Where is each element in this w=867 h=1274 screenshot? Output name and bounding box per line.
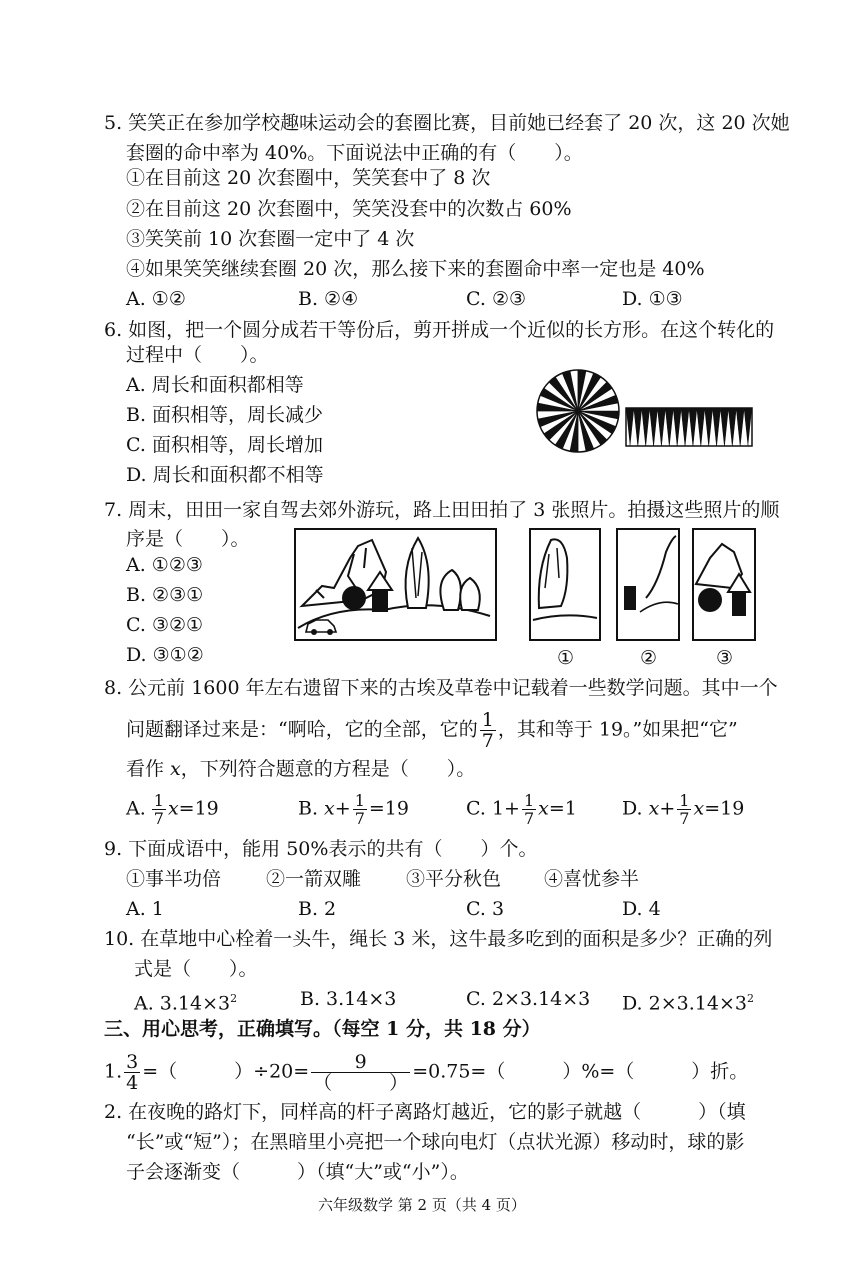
q5-statement-4: ④如果笑笑继续套圈 20 次，那么接下来的套圈命中率一定也是 40% xyxy=(126,258,705,280)
section-3-heading: 三、用心思考，正确填写。（每空 1 分，共 18 分） xyxy=(104,1018,541,1040)
q8-line3-text-b: ，下列符合题意的方程是（ ）。 xyxy=(180,758,476,780)
denominator: 7 xyxy=(481,730,494,752)
denominator: 7 xyxy=(153,809,164,828)
photo-2-label: ② xyxy=(640,647,658,669)
denominator: 7 xyxy=(679,809,690,828)
denominator: 7 xyxy=(354,809,365,828)
variable-x: x xyxy=(538,797,549,820)
q8-line2-text-a: 问题翻译过来是：“啊哈，它的全部，它的 xyxy=(126,718,478,741)
q9-idiom-1: ①事半功倍 xyxy=(126,868,222,890)
q5-statement-2: ②在目前这 20 次套圈中，笑笑没套中的次数占 60% xyxy=(126,198,572,220)
q6-option-c: C. 面积相等，周长增加 xyxy=(126,434,323,456)
equation-rhs: =19 xyxy=(368,797,409,820)
q8-option-a xyxy=(126,792,219,827)
equation-rhs: =19 xyxy=(704,797,745,820)
q5-stem-line2: 套圈的命中率为 40%。下面说法中正确的有（ ）。 xyxy=(126,142,583,164)
q10-stem-line1: 10. 在草地中心栓着一头牛，绳长 3 米，这牛最多吃到的面积是多少？正确的列 xyxy=(104,928,773,950)
numerator: 1 xyxy=(679,791,690,810)
option-text: A. 3.14×3 xyxy=(134,992,231,1015)
q8-option-b xyxy=(298,792,409,827)
fraction-one-seventh xyxy=(152,792,166,827)
q10-option-d xyxy=(622,984,754,1018)
variable-x: x xyxy=(648,797,660,820)
q9-option-d: D. 4 xyxy=(622,898,661,920)
q5-stem-line1: 5. 笑笑正在参加学校趣味运动会的套圈比赛，目前她已经套了 20 次，这 20 次她 xyxy=(104,112,790,134)
q7-option-d: D. ③①② xyxy=(126,644,204,666)
q5-option-d: D. ①③ xyxy=(622,288,683,310)
option-text: D. 2×3.14×3 xyxy=(622,992,747,1015)
q5-option-a: A. ①② xyxy=(126,288,186,310)
q7-stem-line1: 7. 周末，田田一家自驾去郊外游玩，路上田田拍了 3 张照片。拍摄这些照片的顺 xyxy=(104,499,780,521)
q10-stem-line2: 式是（ ）。 xyxy=(134,958,258,980)
page-footer: 六年级数学 第 2 页（共 4 页） xyxy=(318,1196,526,1214)
q6-option-a: A. 周长和面积都相等 xyxy=(126,374,304,396)
q8-option-d xyxy=(622,792,744,827)
q10-option-b: B. 3.14×3 xyxy=(300,988,397,1010)
fill-q1-text-b: =0.75=（ ）%=（ ）折。 xyxy=(412,1060,749,1083)
q9-idiom-4: ④喜忧参半 xyxy=(544,868,640,890)
fill-question-2-line3: 子会逐渐变（ ）（填“大”或“小”）。 xyxy=(126,1161,469,1183)
q7-option-c: C. ③②① xyxy=(126,614,204,636)
photo-3 xyxy=(692,528,756,641)
q8-stem-line3 xyxy=(126,754,475,784)
q5-statement-1: ①在目前这 20 次套圈中，笑笑套中了 8 次 xyxy=(126,167,491,189)
circle-to-rectangle-figure xyxy=(536,364,756,460)
option-letter: B. xyxy=(298,797,325,820)
q7-option-b: B. ②③① xyxy=(126,584,204,606)
equation-rhs: =1 xyxy=(548,797,577,820)
q10-option-c: C. 2×3.14×3 xyxy=(466,988,591,1010)
fraction-one-seventh xyxy=(522,792,536,827)
q5-statement-3: ③笑笑前 10 次套圈一定中了 4 次 xyxy=(126,228,415,250)
photo-1 xyxy=(529,528,601,641)
option-letter: C. 1+ xyxy=(466,797,520,820)
q6-stem-line2: 过程中（ ）。 xyxy=(126,344,269,366)
fraction-three-quarters xyxy=(124,1052,140,1093)
q9-idiom-3: ③平分秋色 xyxy=(406,868,502,890)
q8-option-c xyxy=(466,792,577,827)
photo-3-label: ③ xyxy=(716,647,734,669)
q6-stem-line1: 6. 如图，把一个圆分成若干等份后，剪开拼成一个近似的长方形。在这个转化的 xyxy=(104,319,775,341)
q9-stem: 9. 下面成语中，能用 50%表示的共有（ ）个。 xyxy=(104,838,538,860)
plus-sign: + xyxy=(334,797,351,820)
landscape-panorama-picture xyxy=(294,528,497,641)
q6-option-b: B. 面积相等，周长减少 xyxy=(126,404,324,426)
q8-stem-line2 xyxy=(126,710,738,751)
plus-sign: + xyxy=(659,797,676,820)
numerator: 9 xyxy=(311,1052,410,1073)
q8-line3-text-a: 看作 xyxy=(126,758,171,780)
variable-x: x xyxy=(693,797,705,820)
fraction-one-seventh xyxy=(677,792,691,827)
exponent: 2 xyxy=(746,992,754,1005)
numerator: 1 xyxy=(153,791,164,810)
fill-q1-text-a: =（ ）÷20= xyxy=(142,1060,310,1083)
fill-question-2-line1: 2. 在夜晚的路灯下，同样高的杆子离路灯越近，它的影子就越（ ）（填 xyxy=(104,1101,746,1123)
variable-x: x xyxy=(170,758,181,780)
exponent: 2 xyxy=(230,992,238,1005)
option-letter: A. xyxy=(126,797,146,820)
variable-x: x xyxy=(167,797,179,820)
q9-idiom-2: ②一箭双雕 xyxy=(266,868,362,890)
q5-option-b: B. ②④ xyxy=(298,288,359,310)
numerator: 1 xyxy=(523,791,535,810)
variable-x: x xyxy=(324,797,335,820)
fill-question-2-line2: “长”或“短”）；在黑暗里小亮把一个球向电灯（点状光源）移动时，球的影 xyxy=(126,1131,745,1153)
denominator-blank: （ ） xyxy=(313,1072,409,1094)
numerator: 1 xyxy=(481,709,494,731)
q9-option-a: A. 1 xyxy=(126,898,164,920)
q5-option-c: C. ②③ xyxy=(466,288,527,310)
fraction-nine-over-blank xyxy=(311,1052,410,1093)
q6-option-d: D. 周长和面积都不相等 xyxy=(126,464,324,486)
q9-option-c: C. 3 xyxy=(466,898,505,920)
q7-stem-line2: 序是（ ）。 xyxy=(126,528,250,550)
numerator: 1 xyxy=(354,791,365,810)
fraction-one-seventh xyxy=(353,792,367,827)
question-number: 1. xyxy=(104,1060,123,1083)
option-letter: D. xyxy=(622,797,649,820)
q8-line2-text-b: ，其和等于 19。”如果把“它” xyxy=(497,718,738,741)
q7-option-a: A. ①②③ xyxy=(126,554,203,576)
photo-1-label: ① xyxy=(557,647,575,669)
photo-2 xyxy=(616,528,680,641)
denominator: 4 xyxy=(126,1072,139,1094)
fill-question-1 xyxy=(104,1052,748,1093)
numerator: 3 xyxy=(126,1051,139,1073)
q8-stem-line1: 8. 公元前 1600 年左右遗留下来的古埃及草卷中记载着一些数学问题。其中一个 xyxy=(104,677,778,699)
q9-option-b: B. 2 xyxy=(298,898,337,920)
equation-rhs: =19 xyxy=(178,797,219,820)
fraction-one-seventh xyxy=(480,710,496,751)
denominator: 7 xyxy=(523,809,535,828)
